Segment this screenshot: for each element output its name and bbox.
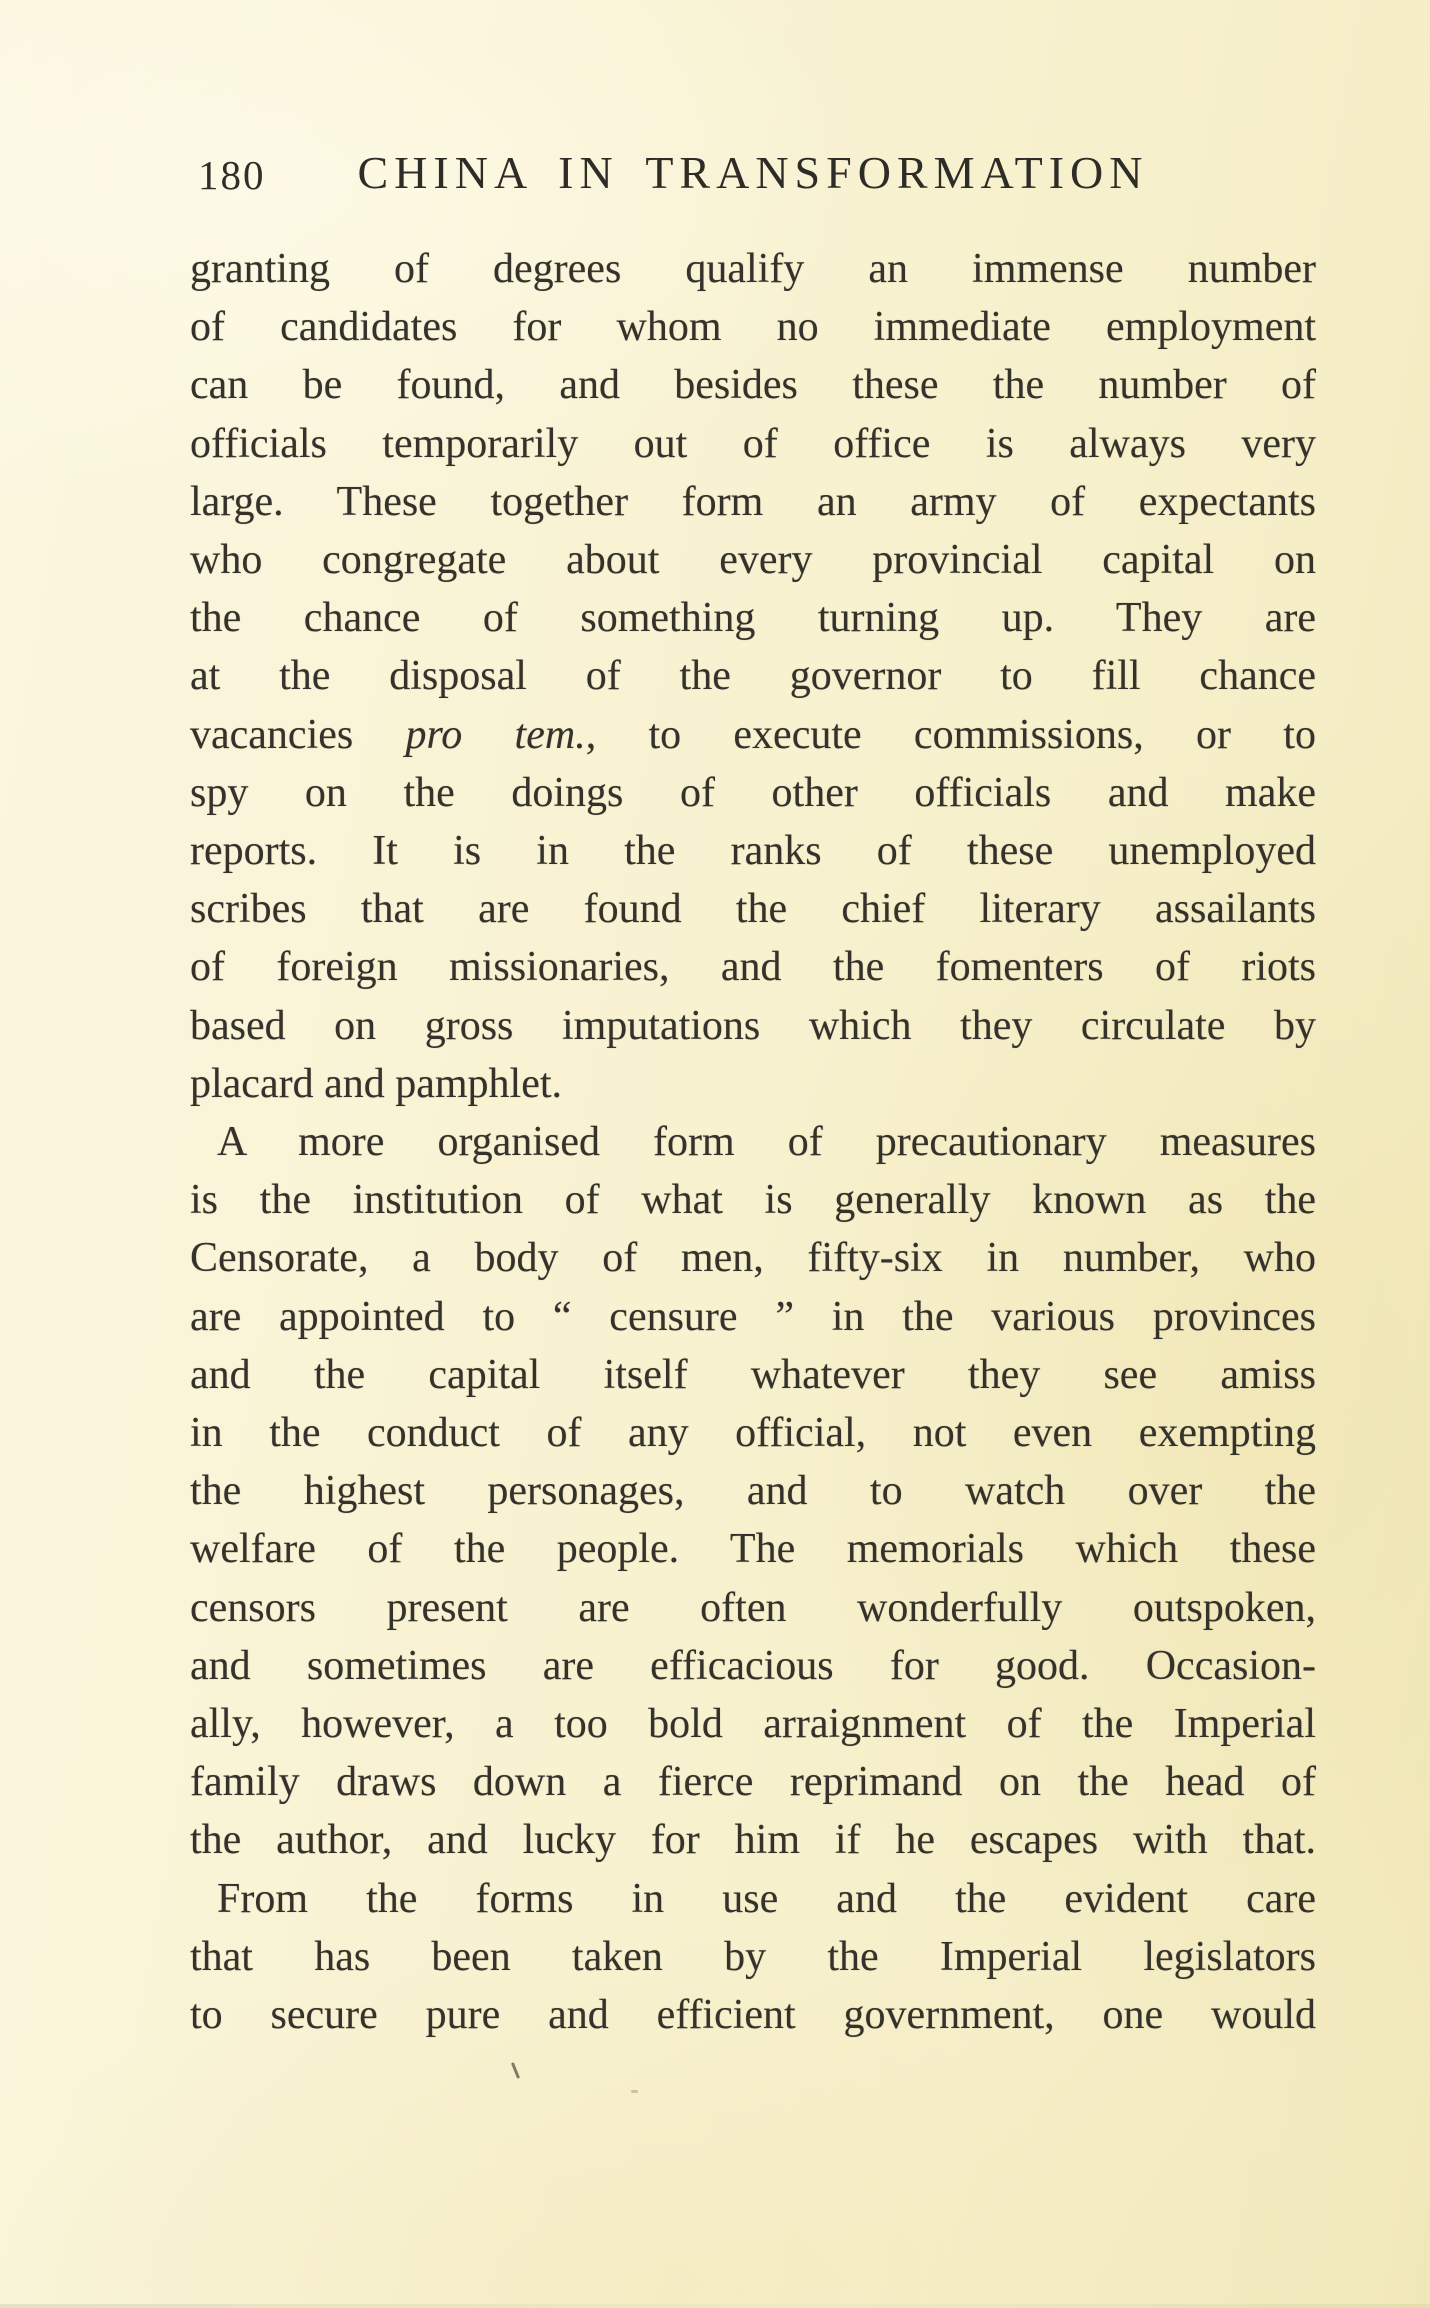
text-line: the author, and lucky for him if he escapes with that. bbox=[190, 1817, 1316, 1864]
running-header: CHINA IN TRANSFORMATION bbox=[357, 147, 1149, 198]
text-line: in the conduct of any official, not even exempting bbox=[190, 1410, 1316, 1457]
text-line: granting of degrees qualify an immense number bbox=[190, 246, 1316, 292]
text-line: Censorate, a body of men, fifty-six in number, who bbox=[190, 1235, 1316, 1282]
text-line: the chance of something turning up. They are bbox=[190, 595, 1316, 642]
text-line: family draws down a fierce reprimand on the head of bbox=[190, 1759, 1316, 1806]
scan-artifact-mark bbox=[511, 2062, 520, 2079]
text-line: the highest personages, and to watch over the bbox=[190, 1468, 1316, 1515]
text-line: at the disposal of the governor to fill chance bbox=[190, 653, 1316, 700]
text-line: can be found, and besides these the number of bbox=[190, 362, 1316, 409]
scan-artifact-dot bbox=[631, 2090, 638, 2093]
text-line: of foreign missionaries, and the fomenters of riots bbox=[190, 944, 1316, 991]
text-line: reports. It is in the ranks of these unemployed bbox=[190, 828, 1316, 875]
text-line: and the capital itself whatever they see amiss bbox=[190, 1351, 1316, 1398]
text-line: of candidates for whom no immediate employment bbox=[190, 304, 1316, 351]
paragraph-2 bbox=[190, 1113, 1316, 1870]
text-line: are appointed to “ censure ” in the various provinces bbox=[190, 1293, 1316, 1340]
text-line: censors present are often wonderfully outspoken, bbox=[190, 1584, 1316, 1631]
page-number: 180 bbox=[198, 152, 266, 198]
text-line: to secure pure and efficient government, one would bbox=[190, 1992, 1316, 2039]
text-line: that has been taken by the Imperial legislators bbox=[190, 1933, 1316, 1980]
text-line: spy on the doings of other officials and make bbox=[190, 769, 1316, 816]
text-line: welfare of the people. The memorials which these bbox=[190, 1526, 1316, 1573]
text-line: based on gross imputations which they circulate by bbox=[190, 1002, 1316, 1049]
paragraph-1 bbox=[190, 240, 1316, 1113]
text-line: is the institution of what is generally known as the bbox=[190, 1177, 1316, 1224]
text-line: large. These together form an army of expectants bbox=[190, 478, 1316, 525]
paragraph-3 bbox=[190, 1870, 1316, 2045]
text-line: From the forms in use and the evident care bbox=[217, 1875, 1316, 1922]
text-line: who congregate about every provincial capital on bbox=[190, 537, 1316, 584]
text-line: officials temporarily out of office is always very bbox=[190, 420, 1316, 467]
text-line: scribes that are found the chief literary assailants bbox=[190, 886, 1316, 933]
text-line: placard and pamphlet. bbox=[190, 1060, 563, 1107]
body-text bbox=[190, 240, 1316, 2044]
text-line: A more organised form of precautionary measures bbox=[217, 1119, 1316, 1166]
page-header bbox=[190, 146, 1316, 198]
text-line: and sometimes are efficacious for good. Occasion- bbox=[190, 1642, 1316, 1689]
text-line: ally, however, a too bold arraignment of the Imperial bbox=[190, 1701, 1316, 1748]
text-line: vacancies pro tem., to execute commissions, or to bbox=[190, 711, 1316, 758]
